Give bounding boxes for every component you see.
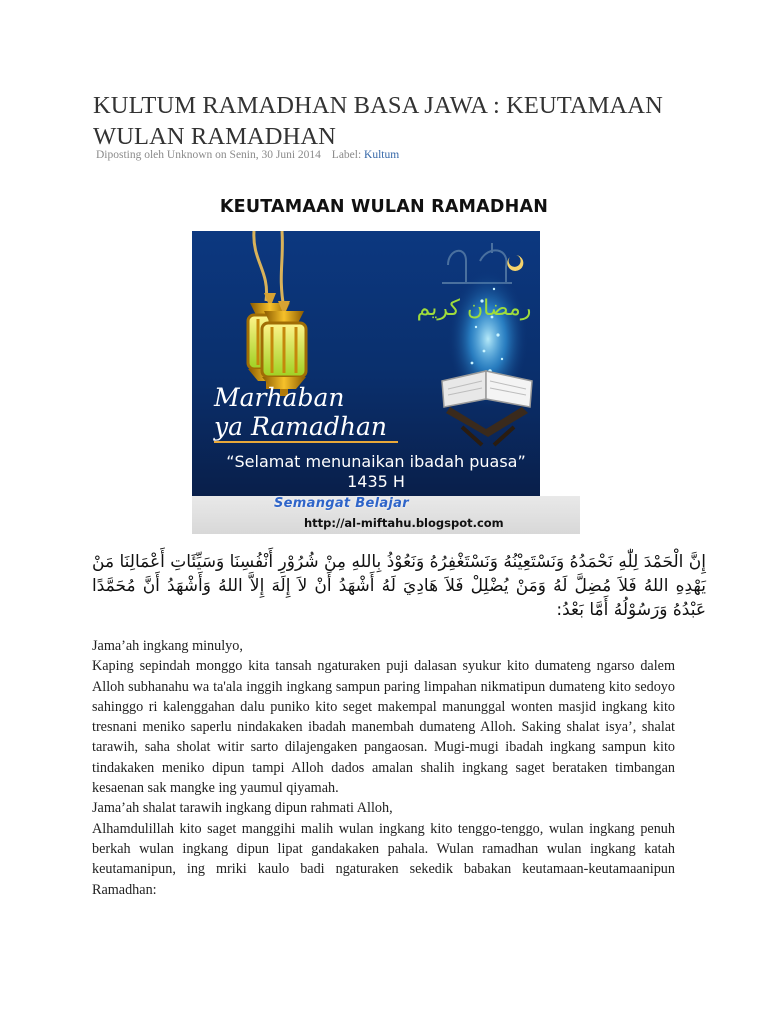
banner-url: http://al-miftahu.blogspot.com [304,516,504,530]
banner-greeting: “Selamat menunaikan ibadah puasa” [226,452,526,471]
post-title: KULTUM RAMADHAN BASA JAWA : KEUTAMAAN WULAN RAMADHAN [93,92,663,150]
paragraph: Jama’ah shalat tarawih ingkang dipun rahmati Alloh, [92,800,393,817]
lantern-cord-left [254,231,267,301]
ramadan-kareem-calligraphy: رمضان كريم [416,296,532,321]
author-link[interactable]: Unknown [166,149,213,161]
marhaban-line-1: Marhaban [214,383,345,412]
content-subtitle: KEUTAMAAN WULAN RAMADHAN [219,197,549,217]
label-prefix: Label: [331,149,362,161]
paragraph: Kaping sepindah monggo kita tansah ngaturaken puji dalasan syukur kito dumateng ngarso dalem Alloh subhanahu wa ta'ala inggih ingkang sampun paring limpahan nikmatipun dumateng kito sedoyo sahinggo ri kalenggahan dalu puniko kito seget makempal manunggal wonten masjid ingkang kito tresnani meniko saperlu nindakaken ibadah manembah dumateng Alloh. Saking shalat isya’, shalat tarawih, saha sholat witir sarto dilajengaken pangaosan. Mugi-mugi ibadah ingkang sampun kito tindakaken meniko dipun tampi Alloh dados amalan shalih ingkang saget berataken timbangan kesaenan sak mangke ing yaumul qiyamah. [92,658,675,797]
label-link[interactable]: Kultum [364,149,400,161]
post-meta [96,149,399,161]
banner-year: 1435 H [347,472,405,491]
marhaban-heading [214,383,398,443]
post-body [92,636,675,900]
ramadhan-banner-image [192,231,580,534]
meta-prefix: Diposting oleh [96,149,165,161]
banner-brand: Semangat Belajar [274,496,409,511]
lantern-right-icon [262,301,306,396]
post-date[interactable]: on Senin, 30 Juni 2014 [215,149,321,161]
lantern-cord-right [281,231,284,309]
marhaban-line-2: ya Ramadhan [214,412,398,443]
paragraph: Alhamdulillah kito saget manggihi malih wulan ingkang kito tenggo-tenggo, wulan ingkang penuh berkah wulan ingkang dipun lipat gandakaken pahala. Wulan ramadhan wulan ingkang katah keutamanipun, ing mriki kaulo badi ngaturaken sekedik babakan keutamaan-keutamaanipun Ramadhan: [92,820,675,898]
paragraph: Jama’ah ingkang minulyo, [92,638,243,654]
arabic-opening-text: إِنَّ الْحَمْدَ لِلّٰهِ نَحْمَدُهُ وَنَسْتَعِيْنُهُ وَنَسْتَغْفِرُهُ وَنَعُوْذُ بِاللهِ مِنْ شُرُوْرِ أَنْفُسِنَا وَسَيِّئَاتِ أَعْمَالِنَا مَنْ يَهْدِهِ اللهُ فَلاَ مُضِلَّ لَهُ وَمَنْ يُضْلِلْ فَلاَ هَادِيَ لَهُ أَشْهَدُ أَنْ لاَ إِلَهَ إِلاَّ اللهُ وَأَشْهَدُ أَنَّ مُحَمَّدًا عَبْدُهُ وَرَسُوْلُهُ أَمَّا بَعْدُ: [92,552,706,620]
crescent-icon [507,255,523,271]
